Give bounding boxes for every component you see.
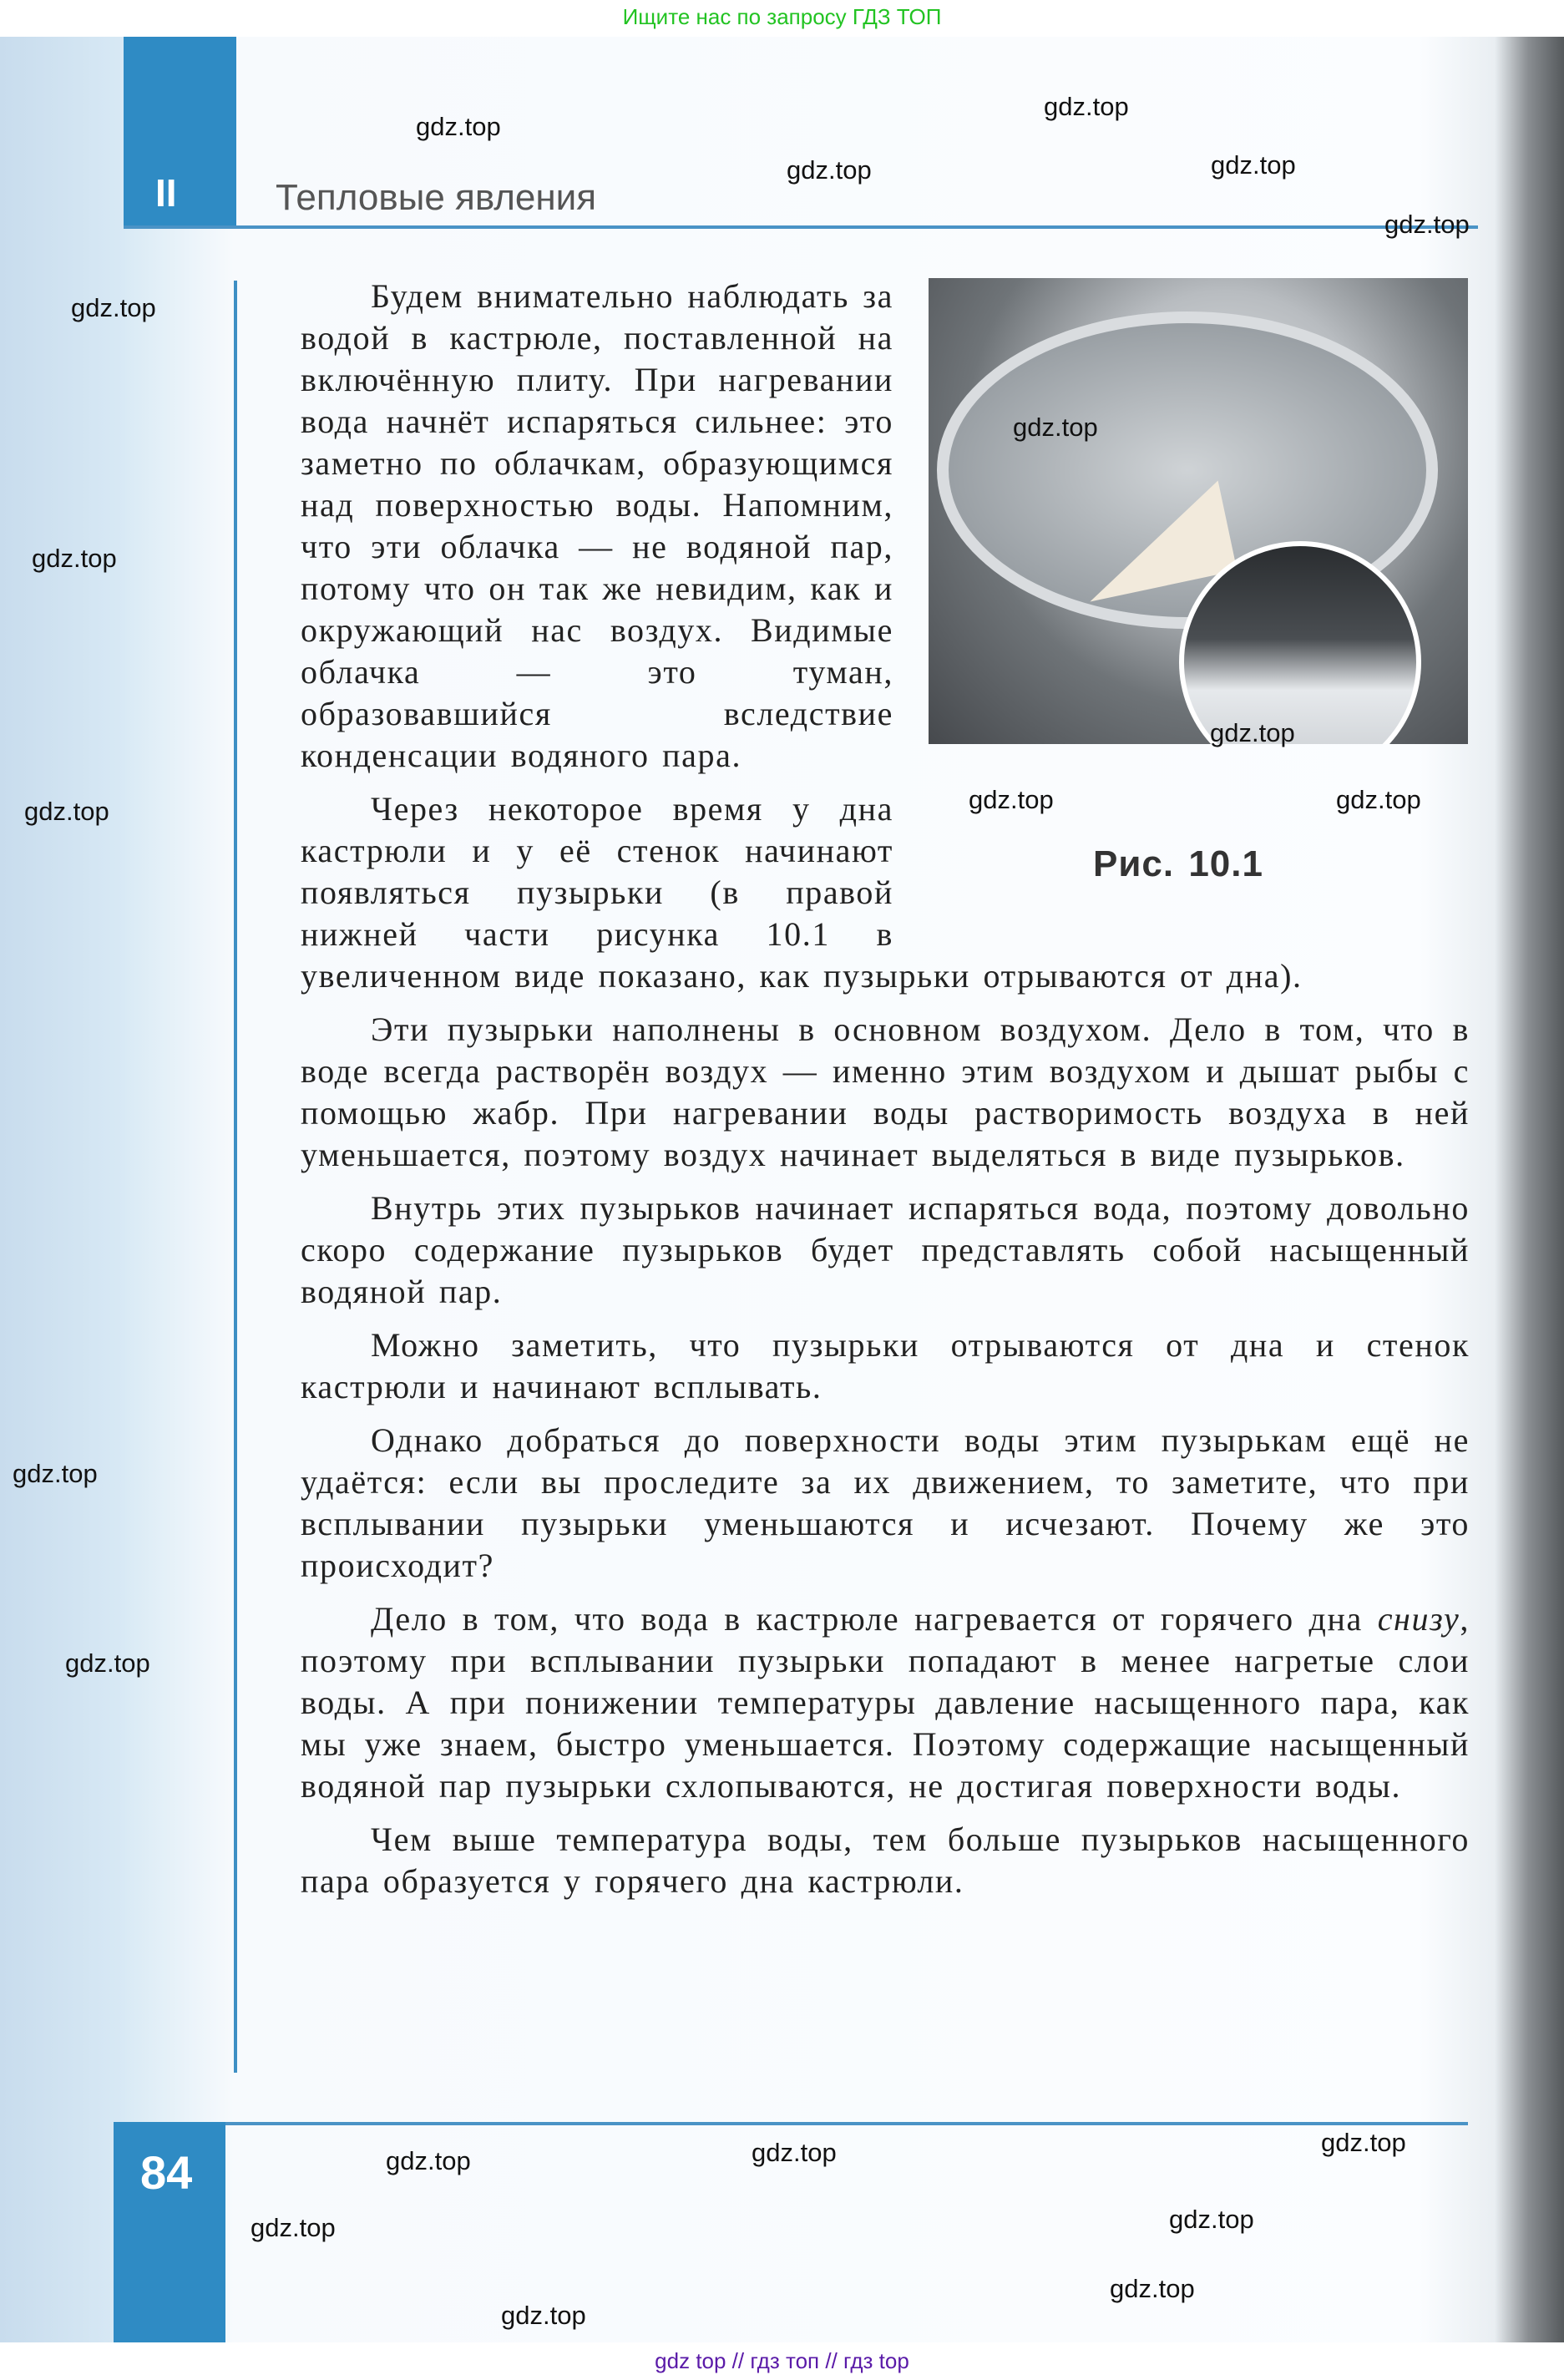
watermark: gdz.top bbox=[1211, 150, 1296, 180]
watermark: gdz.top bbox=[65, 1648, 150, 1678]
paragraph: Чем выше температура воды, тем больше пузырьков насыщенного пара образуется у горячего дна кастрюли. bbox=[301, 1820, 1470, 1900]
pot-photo bbox=[929, 278, 1468, 744]
paragraph bbox=[301, 1598, 1470, 1807]
watermark: gdz.top bbox=[24, 797, 109, 826]
watermark: gdz.top bbox=[1013, 413, 1098, 442]
figure-10-1 bbox=[919, 276, 1470, 931]
paragraph: Будем внимательно наблюдать за водой в кастрюле, поставленной на включённую плиту. При нагревании вода начнёт испаряться сильнее: это заметно по облачкам, образующимся над поверхностью воды. Напомним, что эти облачка — не водяной пар, потому что он так же невидим, как и окружающий нас воздух. Видимые облачка — это туман, образовавшийся вследствие конденсации водяного пара. bbox=[301, 277, 893, 774]
watermark: gdz.top bbox=[251, 2213, 336, 2242]
top-banner-text: Ищите нас по запросу ГДЗ ТОП bbox=[622, 4, 942, 29]
section-title: Тепловые явления bbox=[276, 177, 597, 218]
watermark: gdz.top bbox=[13, 1459, 98, 1488]
watermark: gdz.top bbox=[1210, 718, 1295, 747]
body-text bbox=[301, 276, 1470, 1914]
watermark: gdz.top bbox=[1044, 92, 1129, 121]
textbook-page bbox=[0, 37, 1564, 2342]
watermark: gdz.top bbox=[32, 544, 117, 573]
watermark: gdz.top bbox=[787, 155, 872, 185]
bottom-banner bbox=[0, 2342, 1564, 2380]
text: Дело в том, что вода в кастрюле нагревается от горячего дна bbox=[371, 1600, 1378, 1638]
text: , поэтому при всплывании пузырьки попадают в менее нагретые слои воды. А при понижении температуры давление насыщенного пара, как мы уже знаем, быстро уменьшается. Поэтому содержащие насыщенный водяной пар пузырьки схлопываются, не достигая поверхности воды. bbox=[301, 1600, 1470, 1805]
watermark: gdz.top bbox=[386, 2146, 471, 2175]
watermark: gdz.top bbox=[1336, 785, 1421, 814]
watermark: gdz.top bbox=[501, 2301, 586, 2330]
watermark: gdz.top bbox=[416, 112, 501, 141]
italic-text: снизу bbox=[1377, 1600, 1460, 1638]
page-margin bbox=[0, 37, 125, 2342]
paragraph: Через некоторое время у дна кастрюли и у её стенок начинают появляться пузырьки (в правой нижней части рисунка 10.1 в увеличенном виде показано, как пузырьки отрываются от дна). bbox=[301, 790, 1303, 995]
section-tab bbox=[124, 37, 236, 227]
paragraph: Однако добраться до поверхности воды этим пузырькам ещё не удаётся: если вы проследите за их движением, то заметите, что при всплывании пузырьки уменьшаются и исчезают. Почему же это происходит? bbox=[301, 1421, 1470, 1584]
watermark: gdz.top bbox=[969, 785, 1054, 814]
watermark: gdz.top bbox=[71, 293, 156, 322]
bottom-banner-text: gdz top // гдз топ // гдз top bbox=[655, 2348, 909, 2373]
watermark: gdz.top bbox=[1321, 2128, 1406, 2157]
text-margin-line bbox=[234, 281, 237, 2073]
top-banner bbox=[0, 0, 1564, 37]
header-divider bbox=[124, 225, 1478, 229]
page-number: 84 bbox=[140, 2146, 193, 2199]
figure-caption: Рис. 10.1 bbox=[1093, 843, 1263, 884]
watermark: gdz.top bbox=[1110, 2274, 1195, 2303]
paragraph: Можно заметить, что пузырьки отрываются от дна и стенок кастрюли и начинают всплывать. bbox=[301, 1326, 1470, 1405]
paragraph: Внутрь этих пузырьков начинает испаряться вода, поэтому довольно скоро содержание пузырьков будет представлять собой насыщенный водяной пар. bbox=[301, 1189, 1470, 1310]
paragraph: Эти пузырьки наполнены в основном воздухом. Дело в том, что в воде всегда растворён воздух — именно этим воздухом и дышат рыбы с помощью жабр. При нагревании воды растворимость воздуха в ней уменьшается, поэтому воздух начинает выделяться в виде пузырьков. bbox=[301, 1010, 1470, 1173]
watermark: gdz.top bbox=[1384, 210, 1470, 239]
footer-divider bbox=[124, 2122, 1468, 2125]
page-number-tab bbox=[114, 2122, 225, 2342]
section-number: II bbox=[155, 171, 177, 215]
watermark: gdz.top bbox=[752, 2138, 837, 2167]
watermark: gdz.top bbox=[1169, 2205, 1254, 2234]
